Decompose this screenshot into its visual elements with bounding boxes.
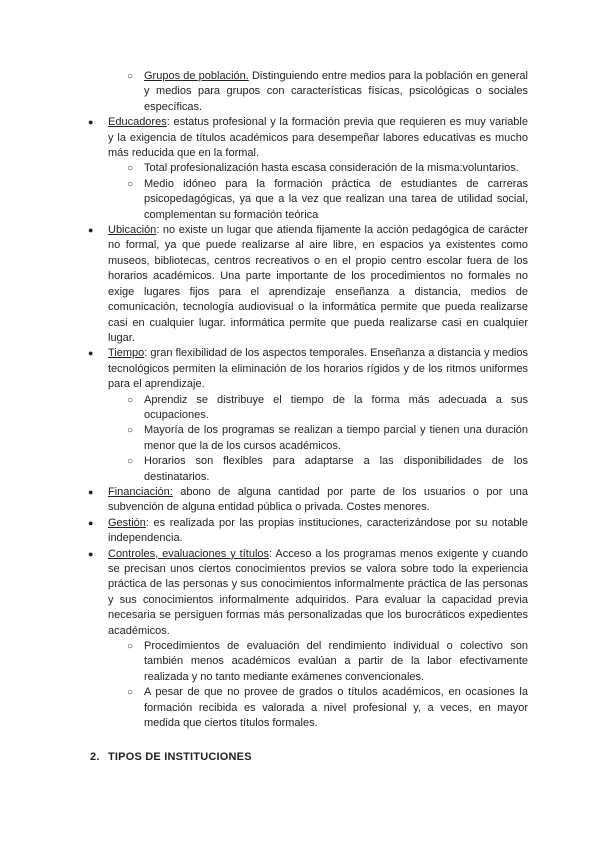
bullet-icon: ●: [88, 117, 94, 128]
item-text: A pesar de que no provee de grados o títulos académicos, en ocasiones la formación recibida es valorada a nivel profesional y, a veces, en mayor medida que ciertos títulos formales.: [144, 686, 528, 730]
bullet-icon: ●: [88, 517, 94, 528]
item-label: Ubicación: [108, 224, 157, 237]
circle-bullet-icon: ○: [127, 425, 134, 437]
item-text: : gran flexibilidad de los aspectos temporales. Enseñanza a distancia y medios tecnológicos permiten la eliminación de los horarios rígidos y de los ritmos uniformes para el aprendizaje.: [108, 347, 528, 391]
bullet-item-ubicacion: [0, 223, 600, 346]
item-text: Mayoría de los programas se realizan a tiempo parcial y tienen una duración menor que la de los cursos académicos.: [144, 424, 528, 452]
item-label: Tiempo: [108, 347, 145, 360]
item-text: Total profesionalización hasta escasa consideración de la misma:voluntarios.: [144, 162, 519, 175]
item-text: Medio idóneo para la formación práctica de estudiantes de carreras psicopedagógicas, ya que a la vez que realizan una tarea de utilidad social, complementan su formación teórica: [144, 177, 528, 221]
sub-list-item: [0, 423, 600, 454]
circle-bullet-icon: ○: [127, 71, 134, 82]
circle-bullet-icon: ○: [127, 394, 134, 406]
item-text: : no existe un lugar que atienda fijamente la acción pedagógica de carácter no formal, ya que puede realizarse al aire libre, en espacios ya existentes como museos, bibliotecas, centros recreativos o en el propio centro escolar fuera de los horarios académicos. Una parte importante de los procedimientos no formales no exige lugares fijos para el aprendizaje enseñanza a distancia, medios de comunicación, tecnología audiovisual o la informática permite que pueda realizarse casi en cualquier lugar. informática permite que pueda realizarse casi en cualquier lugar.: [108, 224, 528, 344]
item-label: Controles, evaluaciones y títulos: [108, 547, 270, 560]
circle-bullet-icon: ○: [127, 163, 134, 175]
sub-list-item: [0, 454, 600, 485]
item-text: : estatus profesional y la formación previa que requieren es muy variable y la exigencia de títulos académicos para desempeñar labores educativas es mucho más reducida que en la formal.: [108, 116, 528, 160]
sub-list-item: [0, 177, 600, 223]
item-text: abono de alguna cantidad por parte de los usuarios o por una subvención de alguna entidad pública o privada. Costes menores.: [108, 485, 528, 514]
item-label: Educadores: [108, 116, 167, 129]
item-text: Aprendiz se distribuye el tiempo de la forma más adecuada a sus ocupaciones.: [144, 393, 528, 421]
bullet-item-controles: [0, 547, 600, 639]
circle-bullet-icon: ○: [127, 456, 134, 468]
item-text: : Acceso a los programas menos exigente y cuando se precisan unos ciertos conocimientos previos se valora sobre todo la experiencia práctica de las personas y sus conocimientos informalmente práctica de las personas y sus conocimientos informalmente adquiridos. Para evaluar la capacidad previa necesaria se persiguen formas más personalizadas que los burocráticos expedientes académicos.: [108, 547, 528, 637]
section-heading: [90, 751, 252, 763]
bullet-item-financiacion: [0, 485, 600, 516]
section-title: TIPOS DE INSTITUCIONES: [108, 751, 252, 763]
item-text: : es realizada por las propias instituciones, caracterizándose por su notable independencia.: [108, 516, 528, 545]
sub-list-item: [0, 161, 600, 176]
item-text: Horarios son flexibles para adaptarse a las disponibilidades de los destinatarios.: [144, 455, 528, 483]
item-label: Financiación:: [108, 485, 173, 498]
bullet-item-tiempo: [0, 346, 600, 392]
item-label: Grupos de población.: [144, 70, 249, 82]
document-content: [0, 69, 600, 731]
bullet-icon: ●: [88, 548, 94, 559]
sub-list-item: [0, 639, 600, 685]
item-label: Gestión: [108, 516, 146, 529]
bullet-item-educadores: [0, 115, 600, 161]
circle-bullet-icon: ○: [127, 641, 134, 653]
bullet-icon: ●: [88, 225, 94, 236]
item-text: Procedimientos de evaluación del rendimiento individual o colectivo son también menos académicos evalúan a partir de la labor efectivamente realizada y no tanto mediante exámenes convencionales.: [144, 640, 528, 683]
sub-list-item: [0, 69, 600, 115]
circle-bullet-icon: ○: [127, 178, 134, 190]
section-number: 2.: [90, 751, 100, 763]
sub-list-item: [0, 685, 600, 731]
bullet-icon: ●: [88, 348, 94, 359]
item-text: Distinguiendo entre medios para la población en general y medios para grupos con características físicas, psicológicas o sociales específicas.: [144, 70, 528, 113]
sub-list-item: [0, 393, 600, 424]
bullet-icon: ●: [88, 486, 94, 497]
bullet-item-gestion: [0, 516, 600, 547]
circle-bullet-icon: ○: [127, 687, 134, 699]
